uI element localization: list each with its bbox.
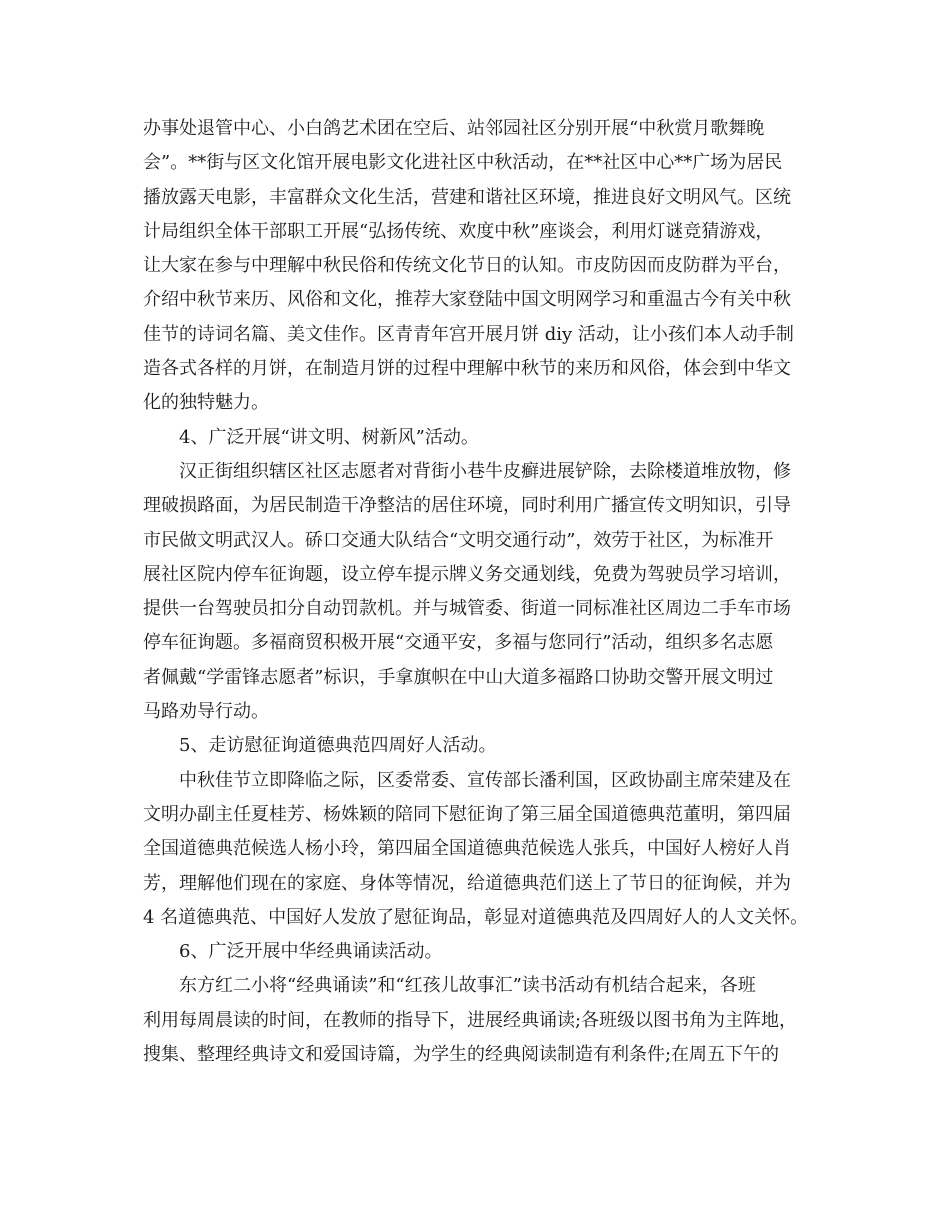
text-line: 中秋佳节立即降临之际，区委常委、宣传部长潘利国，区政协副主席荣建及在 — [179, 769, 791, 791]
text-line: 理破损路面，为居民制造干净整洁的居住环境，同时利用广播宣传文明知识，引导 — [143, 495, 791, 517]
text-line: 4 名道德典范、中国好人发放了慰征询品，彰显对道德典范及四周好人的人文关怀。 — [143, 906, 809, 928]
text-line: 4、广泛开展“讲文明、树新风”活动。 — [179, 426, 479, 448]
text-line: 6、广泛开展中华经典诵读活动。 — [179, 941, 443, 963]
text-line: 东方红二小将“经典诵读”和“红孩儿故事汇”读书活动有机结合起来，各班 — [179, 975, 756, 997]
text-line: 芳，理解他们现在的家庭、身体等情况，给道德典范们送上了节日的征询候，并为 — [143, 872, 791, 894]
text-line: 造各式各样的月饼，在制造月饼的过程中理解中秋节的来历和风俗，体会到中华文 — [143, 358, 791, 380]
document-body — [143, 112, 823, 1072]
text-line: 汉正街组织辖区社区志愿者对背街小巷牛皮癣进展铲除，去除楼道堆放物，修 — [179, 460, 791, 482]
text-line: 5、走访慰征询道德典范四周好人活动。 — [179, 735, 497, 757]
text-line: 者佩戴“学雷锋志愿者”标识，手拿旗帜在中山大道多福路口协助交警开展文明过 — [143, 666, 774, 688]
text-line: 搜集、整理经典诗文和爱国诗篇，为学生的经典阅读制造有利条件;在周五下午的 — [143, 1044, 780, 1066]
text-line: 市民做文明武汉人。硚口交通大队结合“文明交通行动”，效劳于社区，为标准开 — [143, 529, 774, 551]
text-line: 化的独特魅力。 — [143, 392, 269, 414]
text-line: 计局组织全体干部职工开展“弘扬传统、欢度中秋”座谈会，利用灯谜竞猜游戏， — [143, 220, 774, 242]
text-line: 提供一台驾驶员扣分自动罚款机。并与城管委、街道一同标准社区周边二手车市场 — [143, 598, 791, 620]
text-line: 会”。**街与区文化馆开展电影文化进社区中秋活动，在**社区中心**广场为居民 — [143, 152, 783, 174]
text-line: 展社区院内停车征询题，设立停车提示牌义务交通划线，免费为驾驶员学习培训， — [143, 563, 791, 585]
text-line: 介绍中秋节来历、风俗和文化，推荐大家登陆中国文明网学习和重温古今有关中秋 — [143, 289, 791, 311]
text-line: 办事处退管中心、小白鸽艺术团在空后、站邻园社区分别开展“中秋赏月歌舞晚 — [143, 118, 765, 139]
text-line: 文明办副主任夏桂芳、杨姝颖的陪同下慰征询了第三届全国道德典范董明，第四届 — [143, 803, 791, 825]
text-line: 全国道德典范候选人杨小玲，第四届全国道德典范候选人张兵，中国好人榜好人肖 — [143, 838, 791, 860]
text-line: 马路劝导行动。 — [143, 701, 269, 723]
text-line: 佳节的诗词名篇、美文佳作。区青青年宫开展月饼 diy 活动，让小孩们本人动手制 — [143, 323, 794, 345]
text-line: 播放露天电影，丰富群众文化生活，营建和谐社区环境，推进良好文明风气。区统 — [143, 186, 791, 208]
text-line: 让大家在参与中理解中秋民俗和传统文化节日的认知。市皮防因而皮防群为平台， — [143, 255, 791, 277]
text-line: 利用每周晨读的时间，在教师的指导下，进展经典诵读;各班级以图书角为主阵地， — [143, 1009, 798, 1031]
text-line: 停车征询题。多福商贸积极开展“交通平安，多福与您同行”活动，组织多名志愿 — [143, 632, 774, 654]
